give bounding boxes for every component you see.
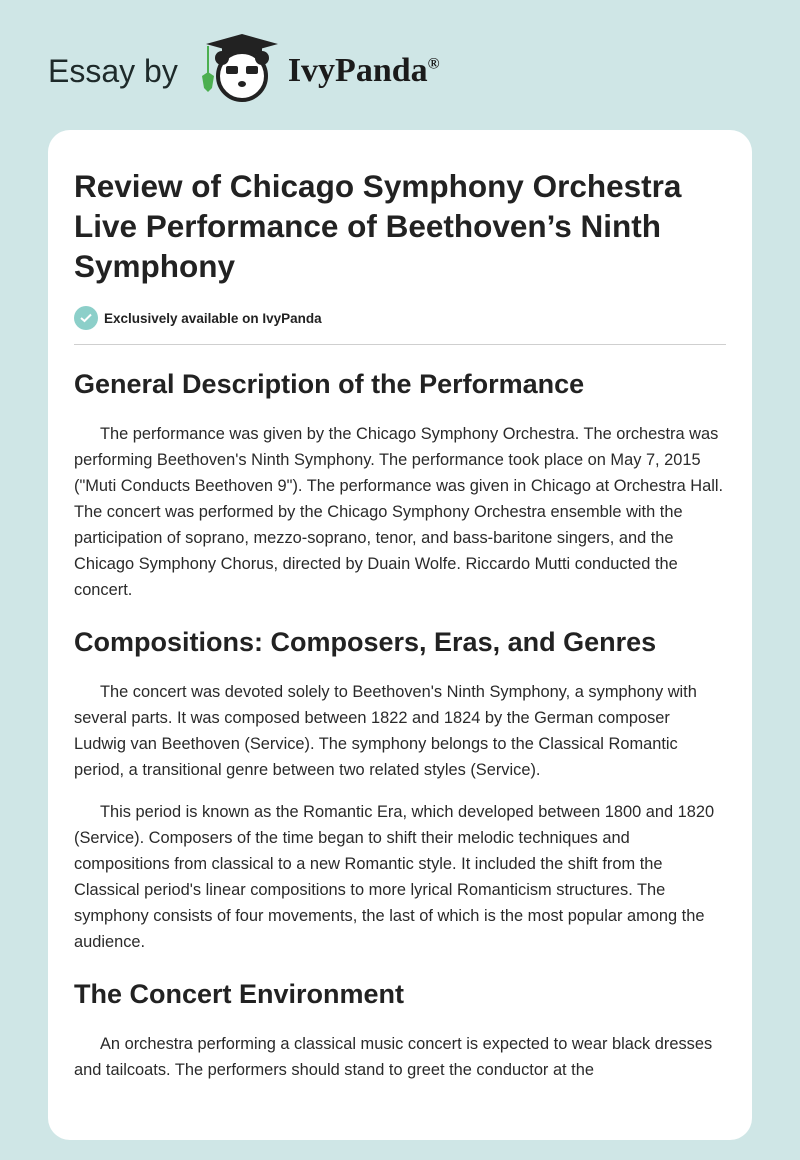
brand-text: IvyPanda [287,52,428,89]
divider [74,344,726,345]
panda-logo-icon[interactable] [198,34,278,109]
exclusive-badge [74,306,726,330]
section-heading: Compositions: Composers, Eras, and Genres [74,627,657,657]
essay-card [48,130,752,1140]
registered-mark: ® [427,55,440,73]
badge-text: Exclusively available on IvyPanda [104,310,322,326]
check-icon [74,306,98,330]
paragraph: This period is known as the Romantic Era, which developed between 1800 and 1820 (Service). Composers of the time began to shift their melodic techniques and compositions from classical to a new Romantic style. It included the shift from the Classical period's linear compositions to more lyrical Romanticism structures. The symphony consists of four movements, the last of which is the most popular among the audience. [74,803,715,951]
brand-name[interactable] [288,52,440,90]
site-header [48,36,440,106]
section-heading: General Description of the Performance [74,369,585,399]
essay-title: Review of Chicago Symphony Orchestra Live Performance of Beethoven’s Ninth Symphony [74,168,682,284]
essay-by-label: Essay by [48,52,178,89]
paragraph: An orchestra performing a classical music concert is expected to wear black dresses and tailcoats. The performers should stand to greet the conductor at the [74,1035,713,1079]
paragraph: The performance was given by the Chicago Symphony Orchestra. The orchestra was performing Beethoven's Ninth Symphony. The performance took place on May 7, 2015 ("Muti Conducts Beethoven 9"). The performance was given in Chicago at Orchestra Hall. The concert was performed by the Chicago Symphony Orchestra ensemble with the participation of soprano, mezzo-soprano, tenor, and bass-baritone singers, and the Chicago Symphony Chorus, directed by Duain Wolfe. Riccardo Mutti conducted the concert. [74,425,724,599]
paragraph: The concert was devoted solely to Beethoven's Ninth Symphony, a symphony with several parts. It was composed between 1822 and 1824 by the German composer Ludwig van Beethoven (Service). The symphony belongs to the Classical Romantic period, a transitional genre between two related styles (Service). [74,683,697,779]
section-heading: The Concert Environment [74,979,405,1009]
